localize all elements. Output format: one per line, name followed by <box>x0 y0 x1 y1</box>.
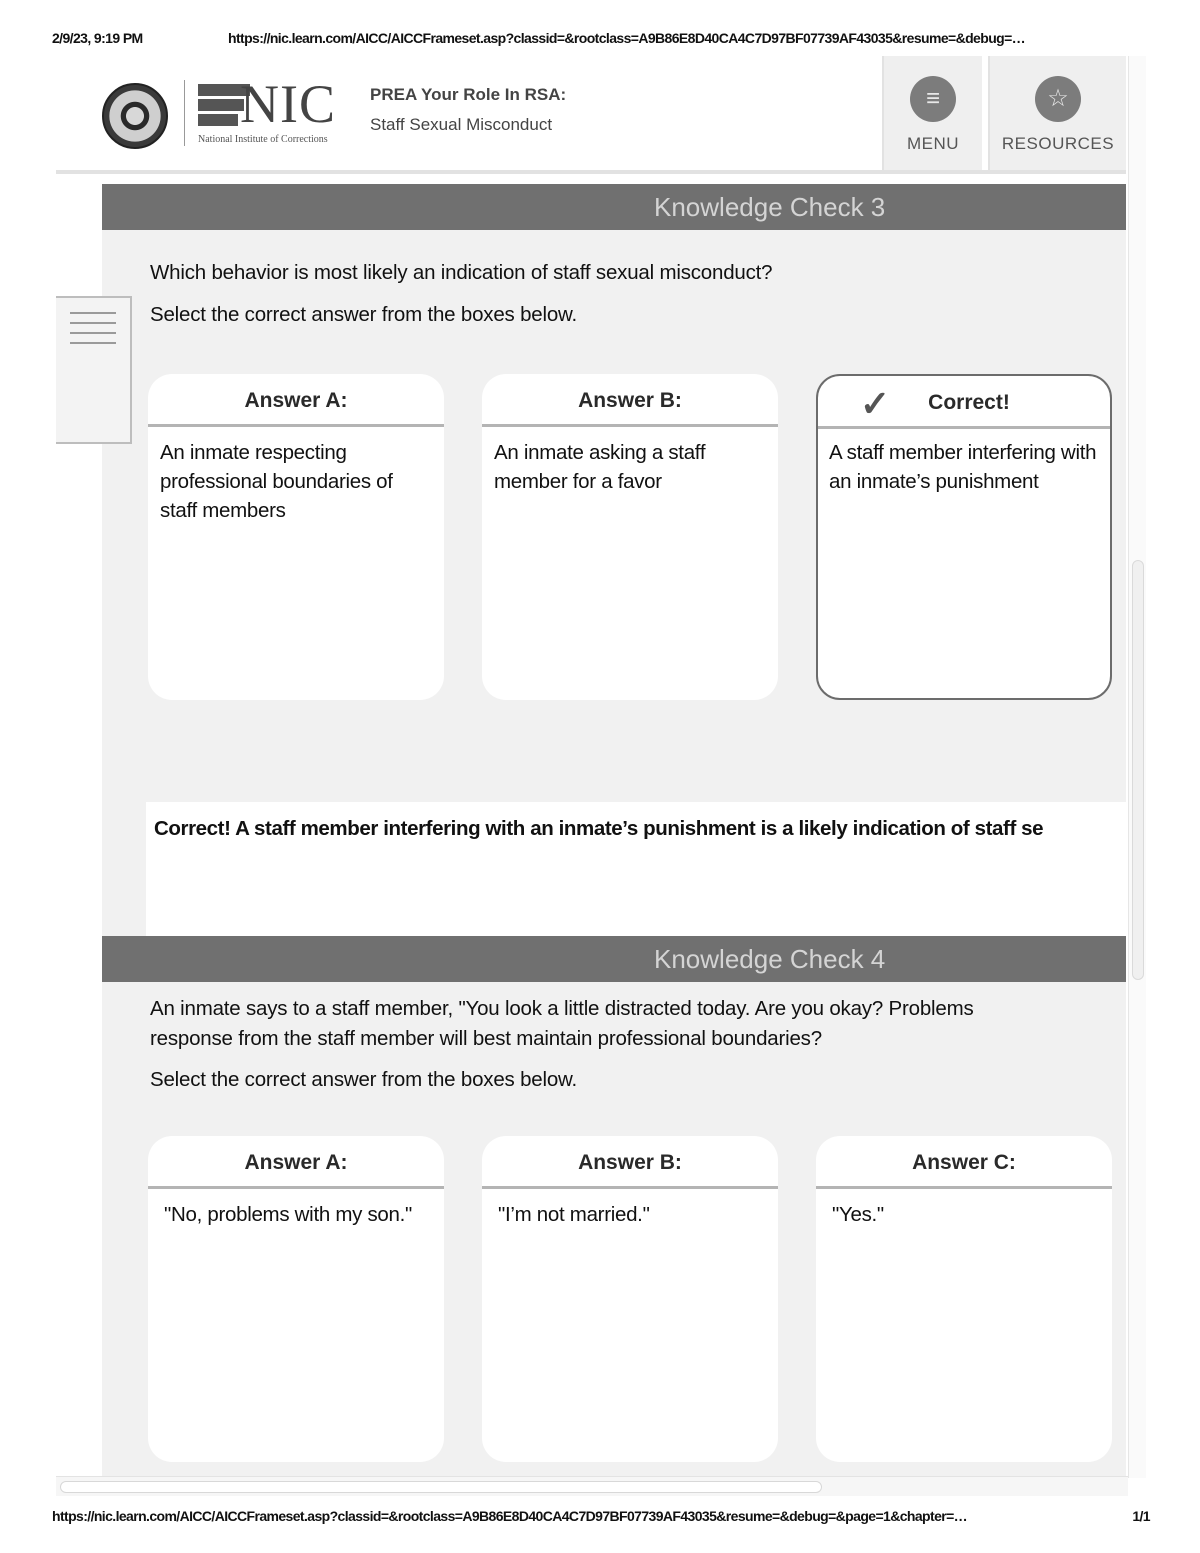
kc3-answer-b-text: An inmate asking a staff member for a favor <box>494 441 706 493</box>
kc3-answer-b-card[interactable] <box>482 374 778 700</box>
doj-seal-logo <box>102 83 168 149</box>
kc3-answer-a-text: An inmate respecting professional boundaries of staff members <box>160 441 393 522</box>
top-bar <box>56 56 1126 174</box>
kc4-answer-a-card[interactable] <box>148 1136 444 1462</box>
kc3-instruction: Select the correct answer from the boxes below. <box>150 303 578 326</box>
kc4-answer-a-text: "No, problems with my son." <box>164 1203 412 1226</box>
kc4-answer-b-label: Answer B: <box>482 1136 778 1189</box>
course-title-line1: PREA Your Role In RSA: <box>370 85 567 104</box>
hamburger-icon: ≡ <box>910 76 956 122</box>
kc4-answer-b-text: "I’m not married." <box>498 1203 650 1226</box>
kc4-question-line1: An inmate says to a staff member, "You look a little distracted today. Are you okay? Problems <box>150 997 974 1020</box>
course-frame <box>56 56 1148 1498</box>
kc4-answer-c-card[interactable] <box>816 1136 1112 1462</box>
kc3-answer-b-label: Answer B: <box>482 374 778 427</box>
horizontal-scrollbar-thumb[interactable] <box>60 1481 822 1493</box>
kc3-answer-c-header <box>818 376 1110 429</box>
kc4-answer-a-label: Answer A: <box>148 1136 444 1189</box>
kc3-answer-c-label: Correct! <box>928 391 1010 414</box>
kc4-question <box>150 994 1126 1054</box>
nic-logo <box>198 74 358 150</box>
kc4-instruction: Select the correct answer from the boxes below. <box>150 1068 578 1091</box>
kc3-answer-a-label: Answer A: <box>148 374 444 427</box>
star-icon: ☆ <box>1035 76 1081 122</box>
print-datetime: 2/9/23, 9:19 PM <box>52 30 143 46</box>
checkmark-icon: ✓ <box>860 383 891 424</box>
kc4-question-line2: response from the staff member will best maintain professional boundaries? <box>150 1027 822 1050</box>
kc3-question: Which behavior is most likely an indication of staff sexual misconduct? <box>150 261 773 284</box>
kc3-feedback-box <box>146 802 1126 938</box>
course-title <box>370 80 566 140</box>
vertical-scrollbar[interactable] <box>1128 56 1146 1478</box>
logo-divider <box>184 80 185 146</box>
kc4-answer-c-label: Answer C: <box>816 1136 1112 1189</box>
content-area <box>102 184 1126 1478</box>
horizontal-scrollbar[interactable] <box>56 1476 1128 1496</box>
vertical-scrollbar-thumb[interactable] <box>1132 560 1144 980</box>
menu-label: MENU <box>906 134 960 153</box>
sidebar-toggle-tab[interactable] <box>56 296 132 444</box>
kc3-answer-c-card-correct[interactable] <box>816 374 1112 700</box>
resources-button[interactable] <box>988 56 1126 170</box>
nic-logo-text: NIC <box>240 74 336 134</box>
nic-logo-subtitle: National Institute of Corrections <box>198 134 328 145</box>
kc4-title: Knowledge Check 4 <box>654 944 886 974</box>
kc4-answer-c-text: "Yes." <box>832 1203 884 1226</box>
kc3-answer-c-text: A staff member interfering with an inmate’s punishment <box>829 441 1097 493</box>
resources-label: RESOURCES <box>1001 134 1115 153</box>
print-header-url: https://nic.learn.com/AICC/AICCFrameset.asp?classid=&rootclass=A9B86E8D40CA4C7D97BF07739AF43035&resume=&debug=… <box>228 30 1026 46</box>
course-title-line2: Staff Sexual Misconduct <box>370 115 553 134</box>
print-header <box>52 30 1150 50</box>
kc4-title-bar <box>102 936 1126 982</box>
print-page-number: 1/1 <box>1132 1508 1150 1524</box>
kc3-feedback-text: Correct! A staff member interfering with an inmate’s punishment is a likely indication of staff se <box>154 817 1044 840</box>
print-footer <box>52 1508 1150 1528</box>
kc3-title-bar <box>102 184 1126 230</box>
print-footer-url: https://nic.learn.com/AICC/AICCFrameset.asp?classid=&rootclass=A9B86E8D40CA4C7D97BF07739AF43035&resume=&debug=&page=1&chapter=… <box>52 1508 968 1524</box>
kc4-answer-b-card[interactable] <box>482 1136 778 1462</box>
menu-button[interactable] <box>882 56 982 170</box>
kc3-answer-a-card[interactable] <box>148 374 444 700</box>
kc3-title: Knowledge Check 3 <box>654 192 886 222</box>
